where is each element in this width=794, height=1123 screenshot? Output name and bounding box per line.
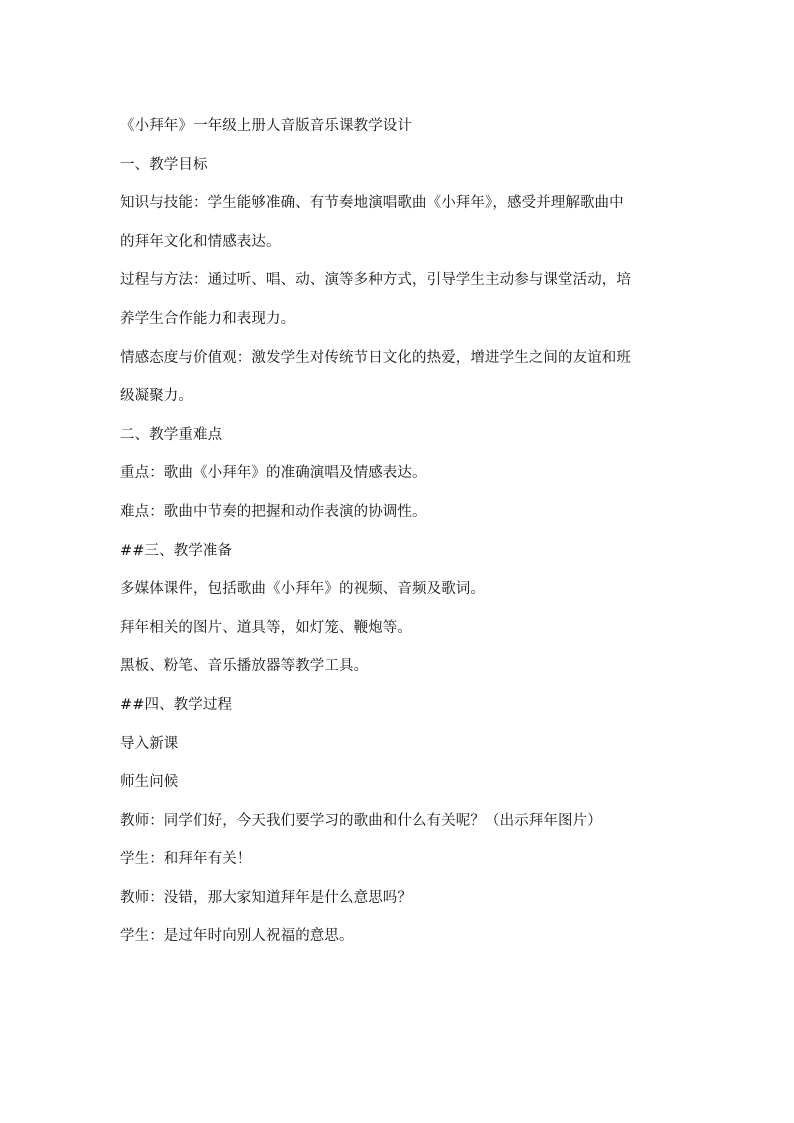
- subheading-intro: 导入新课: [120, 735, 179, 752]
- section-heading-preparation: ##三、教学准备: [120, 542, 233, 559]
- document-title: 《小拜年》一年级上册人音版音乐课教学设计: [120, 118, 412, 134]
- paragraph-line: 知识与技能：学生能够准确、有节奏地演唱歌曲《小拜年》，感受并理解歌曲中: [120, 195, 624, 212]
- paragraph-line: 的拜年文化和情感表达。: [120, 233, 281, 250]
- section-heading-objectives: 一、教学目标: [120, 156, 208, 173]
- section-heading-process: ##四、教学过程: [120, 696, 233, 713]
- paragraph-line: 难点：歌曲中节奏的把握和动作表演的协调性。: [120, 503, 427, 520]
- subheading-greeting: 师生问候: [120, 774, 179, 791]
- dialogue-line: 学生：和拜年有关！: [120, 851, 252, 868]
- dialogue-line: 教师：同学们好，今天我们要学习的歌曲和什么有关呢？（出示拜年图片）: [120, 812, 602, 829]
- paragraph-line: 级凝聚力。: [120, 388, 193, 405]
- dialogue-line: 学生：是过年时向别人祝福的意思。: [120, 928, 354, 945]
- dialogue-line: 教师：没错，那大家知道拜年是什么意思吗？: [120, 889, 412, 906]
- section-heading-key-points: 二、教学重难点: [120, 426, 223, 443]
- paragraph-line: 重点：歌曲《小拜年》的准确演唱及情感表达。: [120, 465, 427, 482]
- paragraph-line: 黑板、粉笔、音乐播放器等教学工具。: [120, 658, 369, 675]
- paragraph-line: 养学生合作能力和表现力。: [120, 310, 296, 327]
- document-body: [120, 116, 680, 965]
- paragraph-line: 拜年相关的图片、道具等，如灯笼、鞭炮等。: [120, 619, 412, 636]
- paragraph-line: 多媒体课件，包括歌曲《小拜年》的视频、音频及歌词。: [120, 581, 485, 598]
- paragraph-line: 过程与方法：通过听、唱、动、演等多种方式，引导学生主动参与课堂活动，培: [120, 272, 631, 289]
- paragraph-line: 情感态度与价值观：激发学生对传统节日文化的热爱，增进学生之间的友谊和班: [120, 349, 631, 366]
